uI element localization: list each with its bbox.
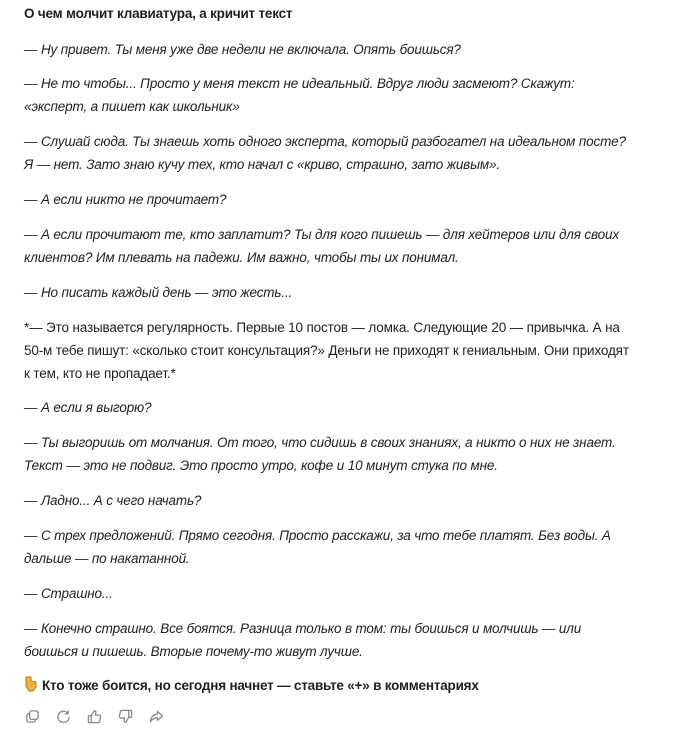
thumbs-up-icon	[87, 709, 102, 724]
message-paragraph: — Страшно...	[24, 586, 113, 601]
regenerate-button[interactable]	[55, 708, 72, 725]
message-paragraph: — А если никто не прочитает?	[24, 192, 227, 207]
call-to-action	[24, 676, 479, 695]
message-paragraph: — Не то чтобы... Просто у меня текст не идеальный. Вдруг люди засмеют? Скажут: «эксперт, а пишет как школьник»	[24, 76, 575, 114]
dislike-button[interactable]	[117, 708, 134, 725]
message-paragraph: — Ну привет. Ты меня уже две недели не включала. Опять боишься?	[24, 42, 461, 57]
message-paragraph: — Ты выгоришь от молчания. От того, что сидишь в своих знаниях, а никто о них не знает. Текст — это не подвиг. Это просто утро, кофе и 10 минут стука по мне.	[24, 435, 616, 473]
message-actions	[24, 708, 165, 725]
message-paragraph: *— Это называется регулярность. Первые 10 постов — ломка. Следующие 20 — привычка. А на 50-м тебе пишут: «сколько стоит консультация?» Деньги не приходят к гениальным. Они приходят к тем, кто не пропадает.*	[24, 320, 629, 381]
message-paragraph: — Слушай сюда. Ты знаешь хоть одного эксперта, который разбогател на идеальном посте? Я — нет. Зато знаю кучу тех, кто начал с «криво, страшно, зато живым».	[24, 134, 626, 172]
refresh-icon	[56, 709, 71, 724]
cta-text: Кто тоже боится, но сегодня начнет — ставьте «+» в комментариях	[42, 678, 479, 693]
like-button[interactable]	[86, 708, 103, 725]
message-paragraph: — С трех предложений. Прямо сегодня. Просто расскажи, за что тебе платят. Без воды. А дальше — по накатанной.	[24, 528, 611, 566]
thumbs-down-icon	[118, 709, 133, 724]
message-paragraph: — Ладно... А с чего начать?	[24, 493, 202, 508]
message-paragraph: — А если прочитают те, кто заплатит? Ты для кого пишешь — для хейтеров или для своих клиентов? Им плевать на падежи. Им важно, чтобы ты их понимал.	[24, 227, 619, 265]
message-title: О чем молчит клавиатура, а кричит текст	[24, 6, 293, 21]
message-paragraph: — Конечно страшно. Все боятся. Разница только в том: ты боишься и молчишь — или боишься и пишешь. Вторые почему-то живут лучше.	[24, 621, 582, 659]
message-paragraph: — А если я выгорю?	[24, 400, 152, 415]
share-button[interactable]	[148, 708, 165, 725]
pointing-hand-icon	[24, 676, 38, 695]
copy-icon	[25, 709, 40, 724]
message-paragraph: — Но писать каждый день — это жесть...	[24, 285, 293, 300]
share-icon	[149, 709, 164, 724]
copy-button[interactable]	[24, 708, 41, 725]
